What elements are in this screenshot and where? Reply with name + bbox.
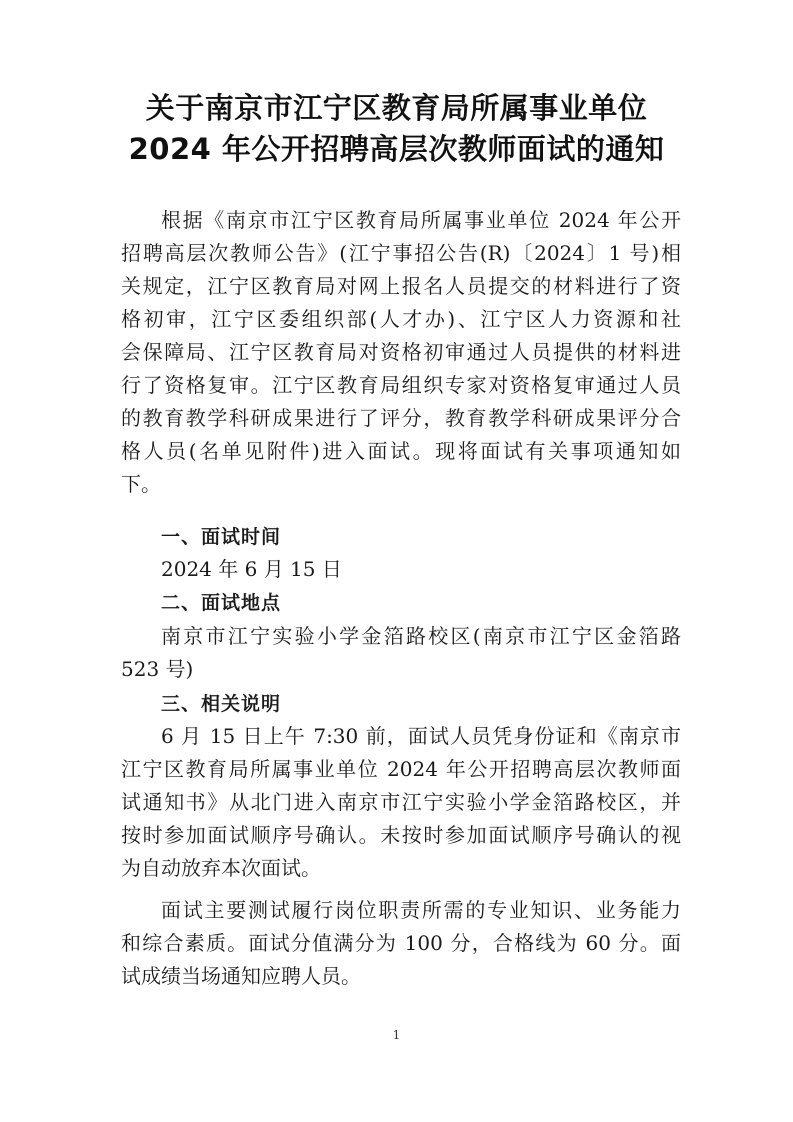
section-heading-interview-location: 二、面试地点 bbox=[161, 592, 282, 614]
notes-paragraph-1-line: 为自动放弃本次面试。 bbox=[121, 856, 321, 880]
notes-paragraph-1-line: 试通知书》从北门进入南京市江宁实验小学金箔路校区，并 bbox=[121, 790, 681, 814]
section-heading-interview-time: 一、面试时间 bbox=[161, 526, 282, 548]
intro-line: 格人员(名单见附件)进入面试。现将面试有关事项通知如 bbox=[121, 439, 681, 463]
intro-line: 的教育教学科研成果进行了评分，教育教学科研成果评分合 bbox=[121, 406, 681, 430]
notes-paragraph-2-line: 面试主要测试履行岗位职责所需的专业知识、业务能力 bbox=[161, 898, 681, 922]
intro-line: 招聘高层次教师公告》(江宁事招公告(R)〔2024〕1 号)相 bbox=[121, 241, 681, 265]
document-title-line-2: 2024 年公开招聘高层次教师面试的通知 bbox=[128, 132, 665, 166]
notes-paragraph-1-line: 江宁区教育局所属事业单位 2024 年公开招聘高层次教师面 bbox=[121, 757, 681, 781]
notes-paragraph-1-line: 按时参加面试顺序号确认。未按时参加面试顺序号确认的视 bbox=[121, 823, 681, 847]
intro-line: 会保障局、江宁区教育局对资格初审通过人员提供的材料进 bbox=[121, 340, 681, 364]
page-number: 1 bbox=[392, 1028, 401, 1042]
intro-line: 格初审，江宁区委组织部(人才办)、江宁区人力资源和社 bbox=[121, 307, 681, 331]
document-title-line-1: 关于南京市江宁区教育局所属事业单位 bbox=[145, 91, 648, 125]
intro-line: 行了资格复审。江宁区教育局组织专家对资格复审通过人员 bbox=[121, 373, 681, 397]
intro-line: 下。 bbox=[121, 472, 161, 496]
notes-paragraph-2-line: 试成绩当场通知应聘人员。 bbox=[121, 964, 361, 988]
location-line: 523 号) bbox=[121, 657, 194, 681]
location-line: 南京市江宁实验小学金箔路校区(南京市江宁区金箔路 bbox=[161, 624, 681, 648]
section-heading-related-notes: 三、相关说明 bbox=[161, 693, 282, 715]
notes-paragraph-1-line: 6 月 15 日上午 7:30 前，面试人员凭身份证和《南京市 bbox=[161, 724, 681, 748]
intro-line: 根据《南京市江宁区教育局所属事业单位 2024 年公开 bbox=[161, 208, 681, 232]
intro-line: 关规定，江宁区教育局对网上报名人员提交的材料进行了资 bbox=[121, 274, 681, 298]
interview-date: 2024 年 6 月 15 日 bbox=[161, 557, 342, 581]
notes-paragraph-2-line: 和综合素质。面试分值满分为 100 分，合格线为 60 分。面 bbox=[121, 931, 681, 955]
